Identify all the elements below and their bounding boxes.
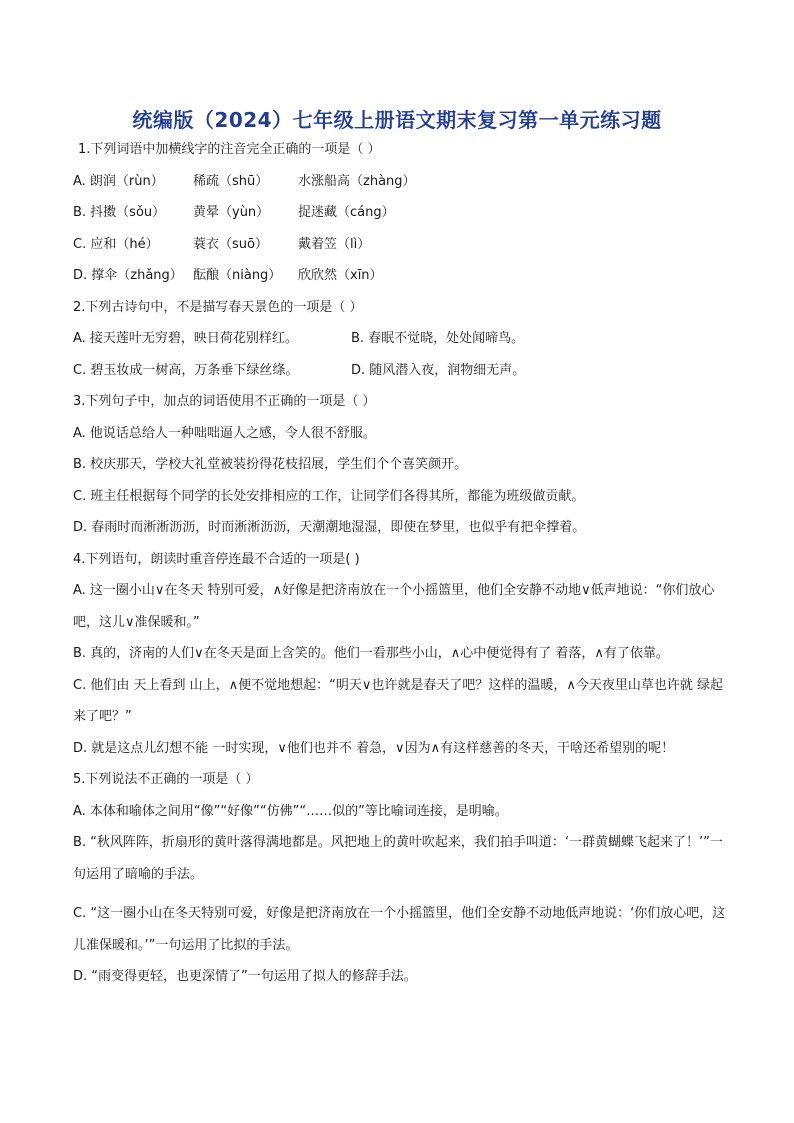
question-list (73, 142, 733, 1001)
question-2-stem: 2.下列古诗句中，不是描写春天景色的一项是（ ） (73, 299, 363, 315)
question-2-options-cd (73, 363, 733, 378)
question-1-option-a (73, 174, 733, 189)
option-cell: D. 随风潜入夜，润物细无声。 (351, 362, 526, 378)
question-4-stem: 4.下列语句，朗读时重音停连最不合适的一项是( ) (73, 551, 360, 567)
question-5-option-d: D. “雨变得更轻，也更深情了”一句运用了拟人的修辞手法。 (73, 969, 417, 984)
page-title: 统编版（2024）七年级上册语文期末复习第一单元练习题 (132, 108, 662, 132)
question-3-option-c: C. 班主任根据每个同学的长处安排相应的工作，让同学们各得其所，都能为班级做贡献。 (73, 488, 585, 504)
option-cell: 蓑衣（suō） (193, 236, 268, 252)
option-cell: 稀疏（shū） (193, 173, 269, 189)
question-3-option-b: B. 校庆那天，学校大礼堂被装扮得花枝招展，学生们个个喜笑颜开。 (73, 457, 468, 472)
question-1-stem: 1.下列词语中加横线字的注音完全正确的一项是（ ） (78, 142, 381, 157)
question-1-option-c (73, 237, 733, 252)
option-cell: 戴着笠（lì） (298, 236, 371, 252)
option-cell: B. 春眠不觉晓，处处闻啼鸟。 (351, 331, 525, 346)
option-cell: A. 接天莲叶无穷碧，映日荷花别样红。 (73, 331, 298, 346)
question-1-option-b (73, 205, 733, 220)
question-5-option-b: B. “秋风阵阵，折扇形的黄叶落得满地都是。风把地上的黄叶吹起来，我们拍手叫道：‘一群黄蝴蝶飞起来了！’”一句运用了暗喻的手法。 (73, 835, 723, 882)
question-3-option-d: D. 春雨时而淅淅沥沥，时而淅淅沥沥，天潮潮地湿湿，即使在梦里，也似乎有把伞撑着。 (73, 520, 586, 535)
option-cell: C. 应和（hé） (73, 236, 159, 252)
option-cell: A. 朗润（rùn） (73, 173, 164, 189)
question-4-option-c: C. 他们由 天上看到 山上，∧便不觉地想起：“明天∨也许就是春天了吧？这样的温暖，∧今天夜里山草也许就 绿起来了吧？” (73, 677, 724, 724)
question-5-option-c: C. “这一圈小山在冬天特别可爱，好像是把济南放在一个小摇篮里，他们全安静不动地低声地说：‘你们放心吧，这儿准保暖和。’”一句运用了比拟的手法。 (73, 906, 726, 953)
option-cell: D. 撑伞（zhǎng） (73, 268, 183, 283)
question-3-stem: 3.下列句子中，加点的词语使用不正确的一项是（ ） (73, 394, 376, 409)
question-4-option-b: B. 真的，济南的人们∨在冬天是面上含笑的。他们一看那些小山，∧心中便觉得有了 着落，∧有了依靠。 (73, 646, 669, 661)
question-3-option-a: A. 他说话总给人一种咄咄逼人之感，令人很不舒服。 (73, 425, 376, 441)
question-5-stem: 5.下列说法不正确的一项是（ ） (73, 772, 259, 787)
option-cell: 黄晕（yùn） (193, 205, 270, 220)
question-2-options-ab (73, 331, 733, 346)
question-4-option-a: A. 这一圈小山∨在冬天 特别可爱，∧好像是把济南放在一个小摇篮里，他们全安静不动地∨低声地说：“你们放心吧，这儿∨准保暖和。” (73, 583, 715, 630)
option-cell: B. 抖擞（sǒu） (73, 205, 166, 220)
question-1-option-d (73, 268, 733, 283)
option-cell: C. 碧玉妆成一树高，万条垂下绿丝绦。 (73, 362, 299, 378)
question-4-option-d: D. 就是这点儿幻想不能 一时实现，∨他们也并不 着急，∨因为∧有这样慈善的冬天，干啥还希望别的呢！ (73, 740, 675, 756)
option-cell: 水涨船高（zhàng） (298, 173, 416, 189)
question-5-option-a: A. 本体和喻体之间用“像”“好像”“仿佛”“……似的”等比喻词连接，是明喻。 (73, 803, 508, 819)
option-cell: 捉迷藏（cáng） (298, 205, 395, 220)
option-cell: 欣欣然（xīn） (298, 268, 383, 283)
option-cell: 酝酿（niàng） (193, 268, 282, 283)
